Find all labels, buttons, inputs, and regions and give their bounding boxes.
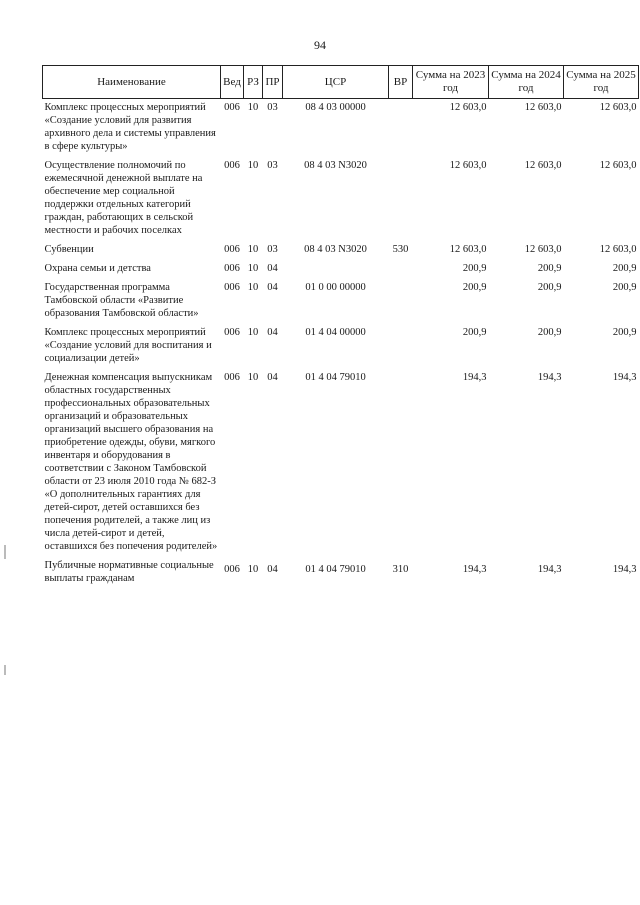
row-sum-2025: 12 603,0 xyxy=(599,160,637,171)
row-sum-2025: 194,3 xyxy=(612,372,637,383)
row-sum-2023: 200,9 xyxy=(462,263,487,274)
row-sum-2023: 194,3 xyxy=(462,372,487,383)
row-name: Государственная программа Тамбовской области «Развитие образования Тамбовской области» xyxy=(44,282,199,319)
row-sum-2023: 200,9 xyxy=(462,327,487,338)
row-vr: 530 xyxy=(392,244,409,255)
row-pr: 04 xyxy=(267,372,278,383)
row-csr: 01 4 04 00000 xyxy=(305,327,366,338)
row-ved: 006 xyxy=(224,160,240,171)
row-pr: 03 xyxy=(267,160,278,171)
row-sum-2024: 194,3 xyxy=(537,564,562,575)
row-rz: 10 xyxy=(247,263,259,274)
row-sum-2023: 12 603,0 xyxy=(449,160,487,171)
col-header-ved: Вед xyxy=(221,66,244,99)
row-sum-2025: 12 603,0 xyxy=(599,244,637,255)
row-name: Охрана семьи и детства xyxy=(44,263,151,274)
table-row xyxy=(43,369,639,557)
row-ved: 006 xyxy=(224,372,240,383)
row-ved: 006 xyxy=(224,244,240,255)
row-rz: 10 xyxy=(247,327,259,338)
row-pr: 04 xyxy=(267,564,278,575)
row-sum-2024: 194,3 xyxy=(537,372,562,383)
row-sum-2024: 200,9 xyxy=(537,263,562,274)
row-sum-2023: 12 603,0 xyxy=(449,244,487,255)
row-pr: 04 xyxy=(267,327,278,338)
row-name: Комплекс процессных мероприятий «Создание условий для развития архивного дела и системы управления в сфере культуры» xyxy=(44,102,216,152)
table-row xyxy=(43,99,639,158)
row-csr: 08 4 03 00000 xyxy=(305,102,366,113)
row-vr: 310 xyxy=(392,564,409,575)
row-sum-2025: 194,3 xyxy=(612,564,637,575)
row-csr xyxy=(283,260,389,279)
table-row xyxy=(43,324,639,369)
budget-table xyxy=(42,65,639,589)
row-vr xyxy=(389,324,413,369)
col-header-pr: ПР xyxy=(263,66,283,99)
row-sum-2024: 12 603,0 xyxy=(524,244,562,255)
row-ved: 006 xyxy=(224,564,240,575)
col-header-sum-2023: Сумма на 2023 год xyxy=(413,66,489,99)
row-sum-2024: 12 603,0 xyxy=(524,160,562,171)
row-sum-2025: 200,9 xyxy=(612,263,637,274)
row-sum-2024: 200,9 xyxy=(537,327,562,338)
col-header-sum-2024: Сумма на 2024 год xyxy=(489,66,564,99)
row-rz: 10 xyxy=(247,282,259,293)
row-pr: 03 xyxy=(267,244,278,255)
table-row xyxy=(43,279,639,324)
row-csr: 01 0 00 00000 xyxy=(305,282,366,293)
row-sum-2025: 200,9 xyxy=(612,327,637,338)
row-rz: 10 xyxy=(247,372,259,383)
row-ved: 006 xyxy=(224,102,240,113)
table-header-row xyxy=(43,66,639,99)
row-vr xyxy=(389,369,413,557)
table-row xyxy=(43,557,639,589)
row-name: Субвенции xyxy=(44,244,94,255)
row-pr: 04 xyxy=(267,263,278,274)
row-name: Осуществление полномочий по ежемесячной денежной выплате на обеспечение мер социальной поддержки отдельных категорий граждан, работающих в сельской местности и рабочих поселках xyxy=(44,160,203,236)
row-sum-2023: 200,9 xyxy=(462,282,487,293)
row-sum-2024: 12 603,0 xyxy=(524,102,562,113)
row-vr xyxy=(389,157,413,241)
row-pr: 04 xyxy=(267,282,278,293)
col-header-rz: РЗ xyxy=(244,66,263,99)
table-row xyxy=(43,260,639,279)
row-sum-2025: 12 603,0 xyxy=(599,102,637,113)
row-vr xyxy=(389,279,413,324)
row-ved: 006 xyxy=(224,282,240,293)
row-sum-2025: 200,9 xyxy=(612,282,637,293)
col-header-sum-2025: Сумма на 2025 год xyxy=(564,66,639,99)
row-csr: 01 4 04 79010 xyxy=(305,372,366,383)
row-sum-2024: 200,9 xyxy=(537,282,562,293)
row-ved: 006 xyxy=(224,263,240,274)
row-name: Комплекс процессных мероприятий «Создание условий для воспитания и социализации детей» xyxy=(44,327,212,364)
row-csr: 08 4 03 N3020 xyxy=(304,160,367,171)
row-csr: 08 4 03 N3020 xyxy=(304,244,367,255)
row-sum-2023: 12 603,0 xyxy=(449,102,487,113)
row-sum-2023: 194,3 xyxy=(462,564,487,575)
row-csr: 01 4 04 79010 xyxy=(305,564,366,575)
scan-margin-mark xyxy=(4,545,6,559)
table-row xyxy=(43,157,639,241)
row-rz: 10 xyxy=(247,160,259,171)
row-rz: 10 xyxy=(247,564,259,575)
table-row xyxy=(43,241,639,260)
row-name: Публичные нормативные социальные выплаты гражданам xyxy=(44,560,214,584)
row-vr xyxy=(389,99,413,158)
col-header-name: Наименование xyxy=(43,66,221,99)
row-ved: 006 xyxy=(224,327,240,338)
scan-margin-mark xyxy=(4,665,6,675)
row-rz: 10 xyxy=(247,244,259,255)
row-name: Денежная компенсация выпускникам областных государственных профессиональных образовательных организаций и образовательных организаций высшего образования на приобретение одежды, обуви, мягкого инвентаря и оборудования в соответствии с Законом Тамбовской области от 23 июля 2010 года № 682-З «О дополнительных гарантиях для детей-сирот, детей оставшихся без попечения родителей, а также лиц из числа детей-сирот и детей, оставшихся без попечения родителей» xyxy=(44,372,218,552)
col-header-csr: ЦСР xyxy=(283,66,389,99)
page-number: 94 xyxy=(314,38,326,52)
row-vr xyxy=(389,260,413,279)
row-pr: 03 xyxy=(267,102,278,113)
col-header-vr: ВР xyxy=(389,66,413,99)
row-rz: 10 xyxy=(247,102,259,113)
